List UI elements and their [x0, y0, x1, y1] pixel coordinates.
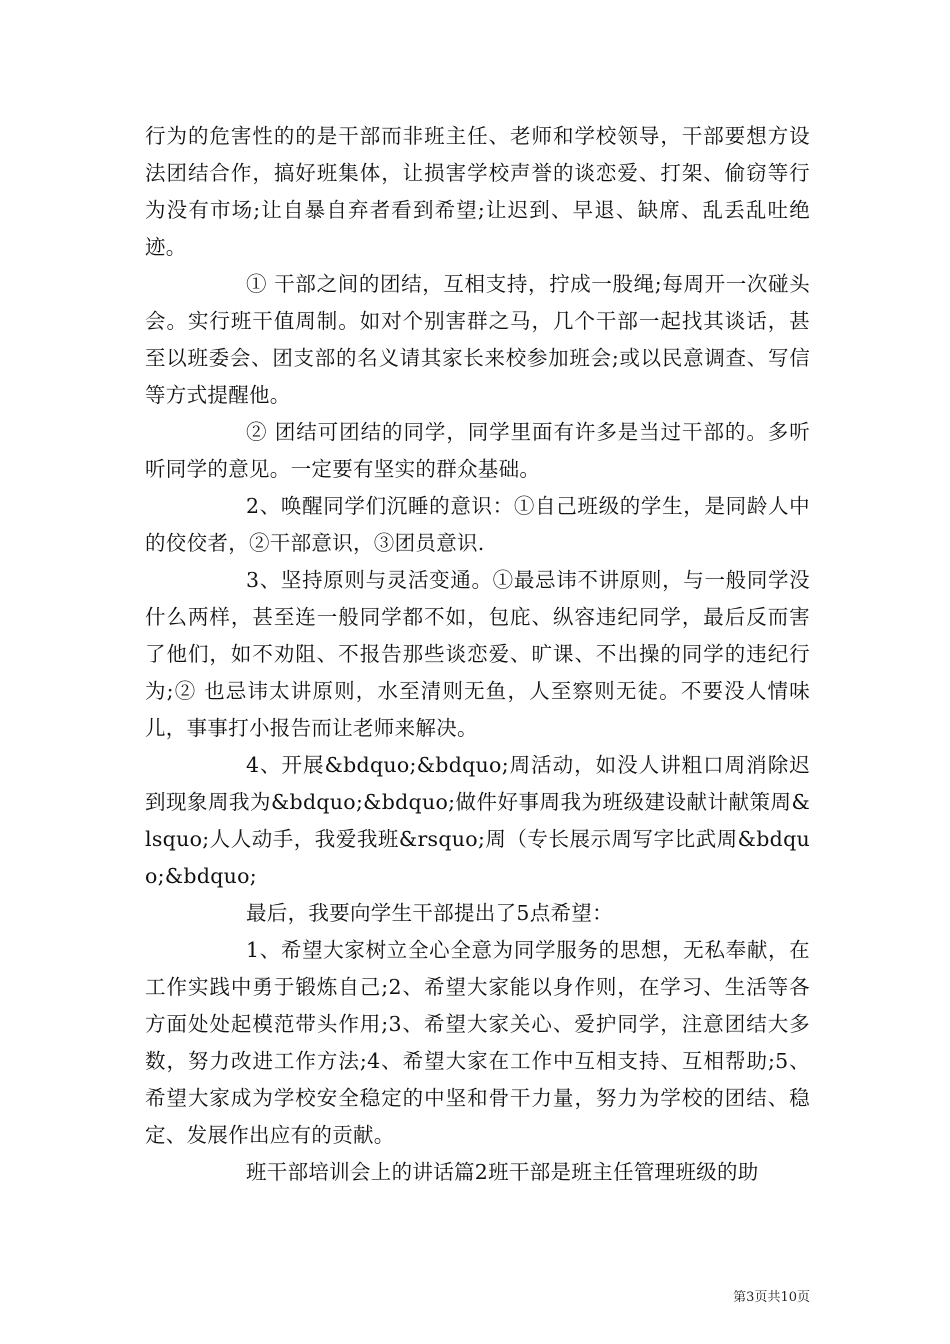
paragraph-item-2: 2、唤醒同学们沉睡的意识：①自己班级的学生，是同龄人中的佼佼者，②干部意识，③团员意识.	[145, 494, 810, 555]
paragraph-point-1: ① 干部之间的团结，互相支持，拧成一股绳;每周开一次碰头会。实行班干值周制。如对个别害群之马，几个干部一起找其谈话，甚至以班委会、团支部的名义请其家长来校参加班会;或以民意调查、写信等方式提醒他。	[145, 272, 810, 407]
paragraph-hopes: 1、希望大家树立全心全意为同学服务的思想，无私奉献，在工作实践中勇于锻炼自己;2、希望大家能以身作则，在学习、生活等各方面处处起模范带头作用;3、希望大家关心、爱护同学，注意团结大多数，努力改进工作方法;4、希望大家在工作中互相支持、互相帮助;5、希望大家成为学校安全稳定的中坚和骨干力量，努力为学校的团结、稳定、发展作出应有的贡献。	[145, 938, 810, 1147]
paragraph-item-4: 4、开展&bdquo;&bdquo;周活动，如没人讲粗口周消除迟到现象周我为&bdquo;&bdquo;做件好事周我为班级建设献计献策周&lsquo;人人动手，我爱我班&rsquo;周（专长展示周写字比武周&bdquo;&bdquo;	[145, 753, 810, 888]
paragraph-closing-intro: 最后，我要向学生干部提出了5点希望：	[246, 901, 613, 925]
paragraph-next-section: 班干部培训会上的讲话篇2班干部是班主任管理班级的助	[246, 1160, 759, 1184]
paragraph-point-2: ② 团结可团结的同学，同学里面有许多是当过干部的。多听听同学的意见。一定要有坚实的群众基础。	[145, 420, 810, 481]
page-footer: 第3页共10页	[733, 1290, 810, 1305]
paragraph-intro: 行为的危害性的的是干部而非班主任、老师和学校领导，干部要想方设法团结合作，搞好班集体，让损害学校声誉的谈恋爱、打架、偷窃等行为没有市场;让自暴自弃者看到希望;让迟到、早退、缺席、乱丢乱吐绝迹。	[145, 124, 810, 259]
paragraph-item-3: 3、坚持原则与灵活变通。①最忌讳不讲原则，与一般同学没什么两样，甚至连一般同学都不如，包庇、纵容违纪同学，最后反而害了他们，如不劝阻、不报告那些谈恋爱、旷课、不出操的同学的违纪行为;② 也忌讳太讲原则，水至清则无鱼，人至察则无徒。不要没人情味儿，事事打小报告而让老师来解决。	[145, 568, 810, 740]
document-body	[145, 118, 810, 1191]
